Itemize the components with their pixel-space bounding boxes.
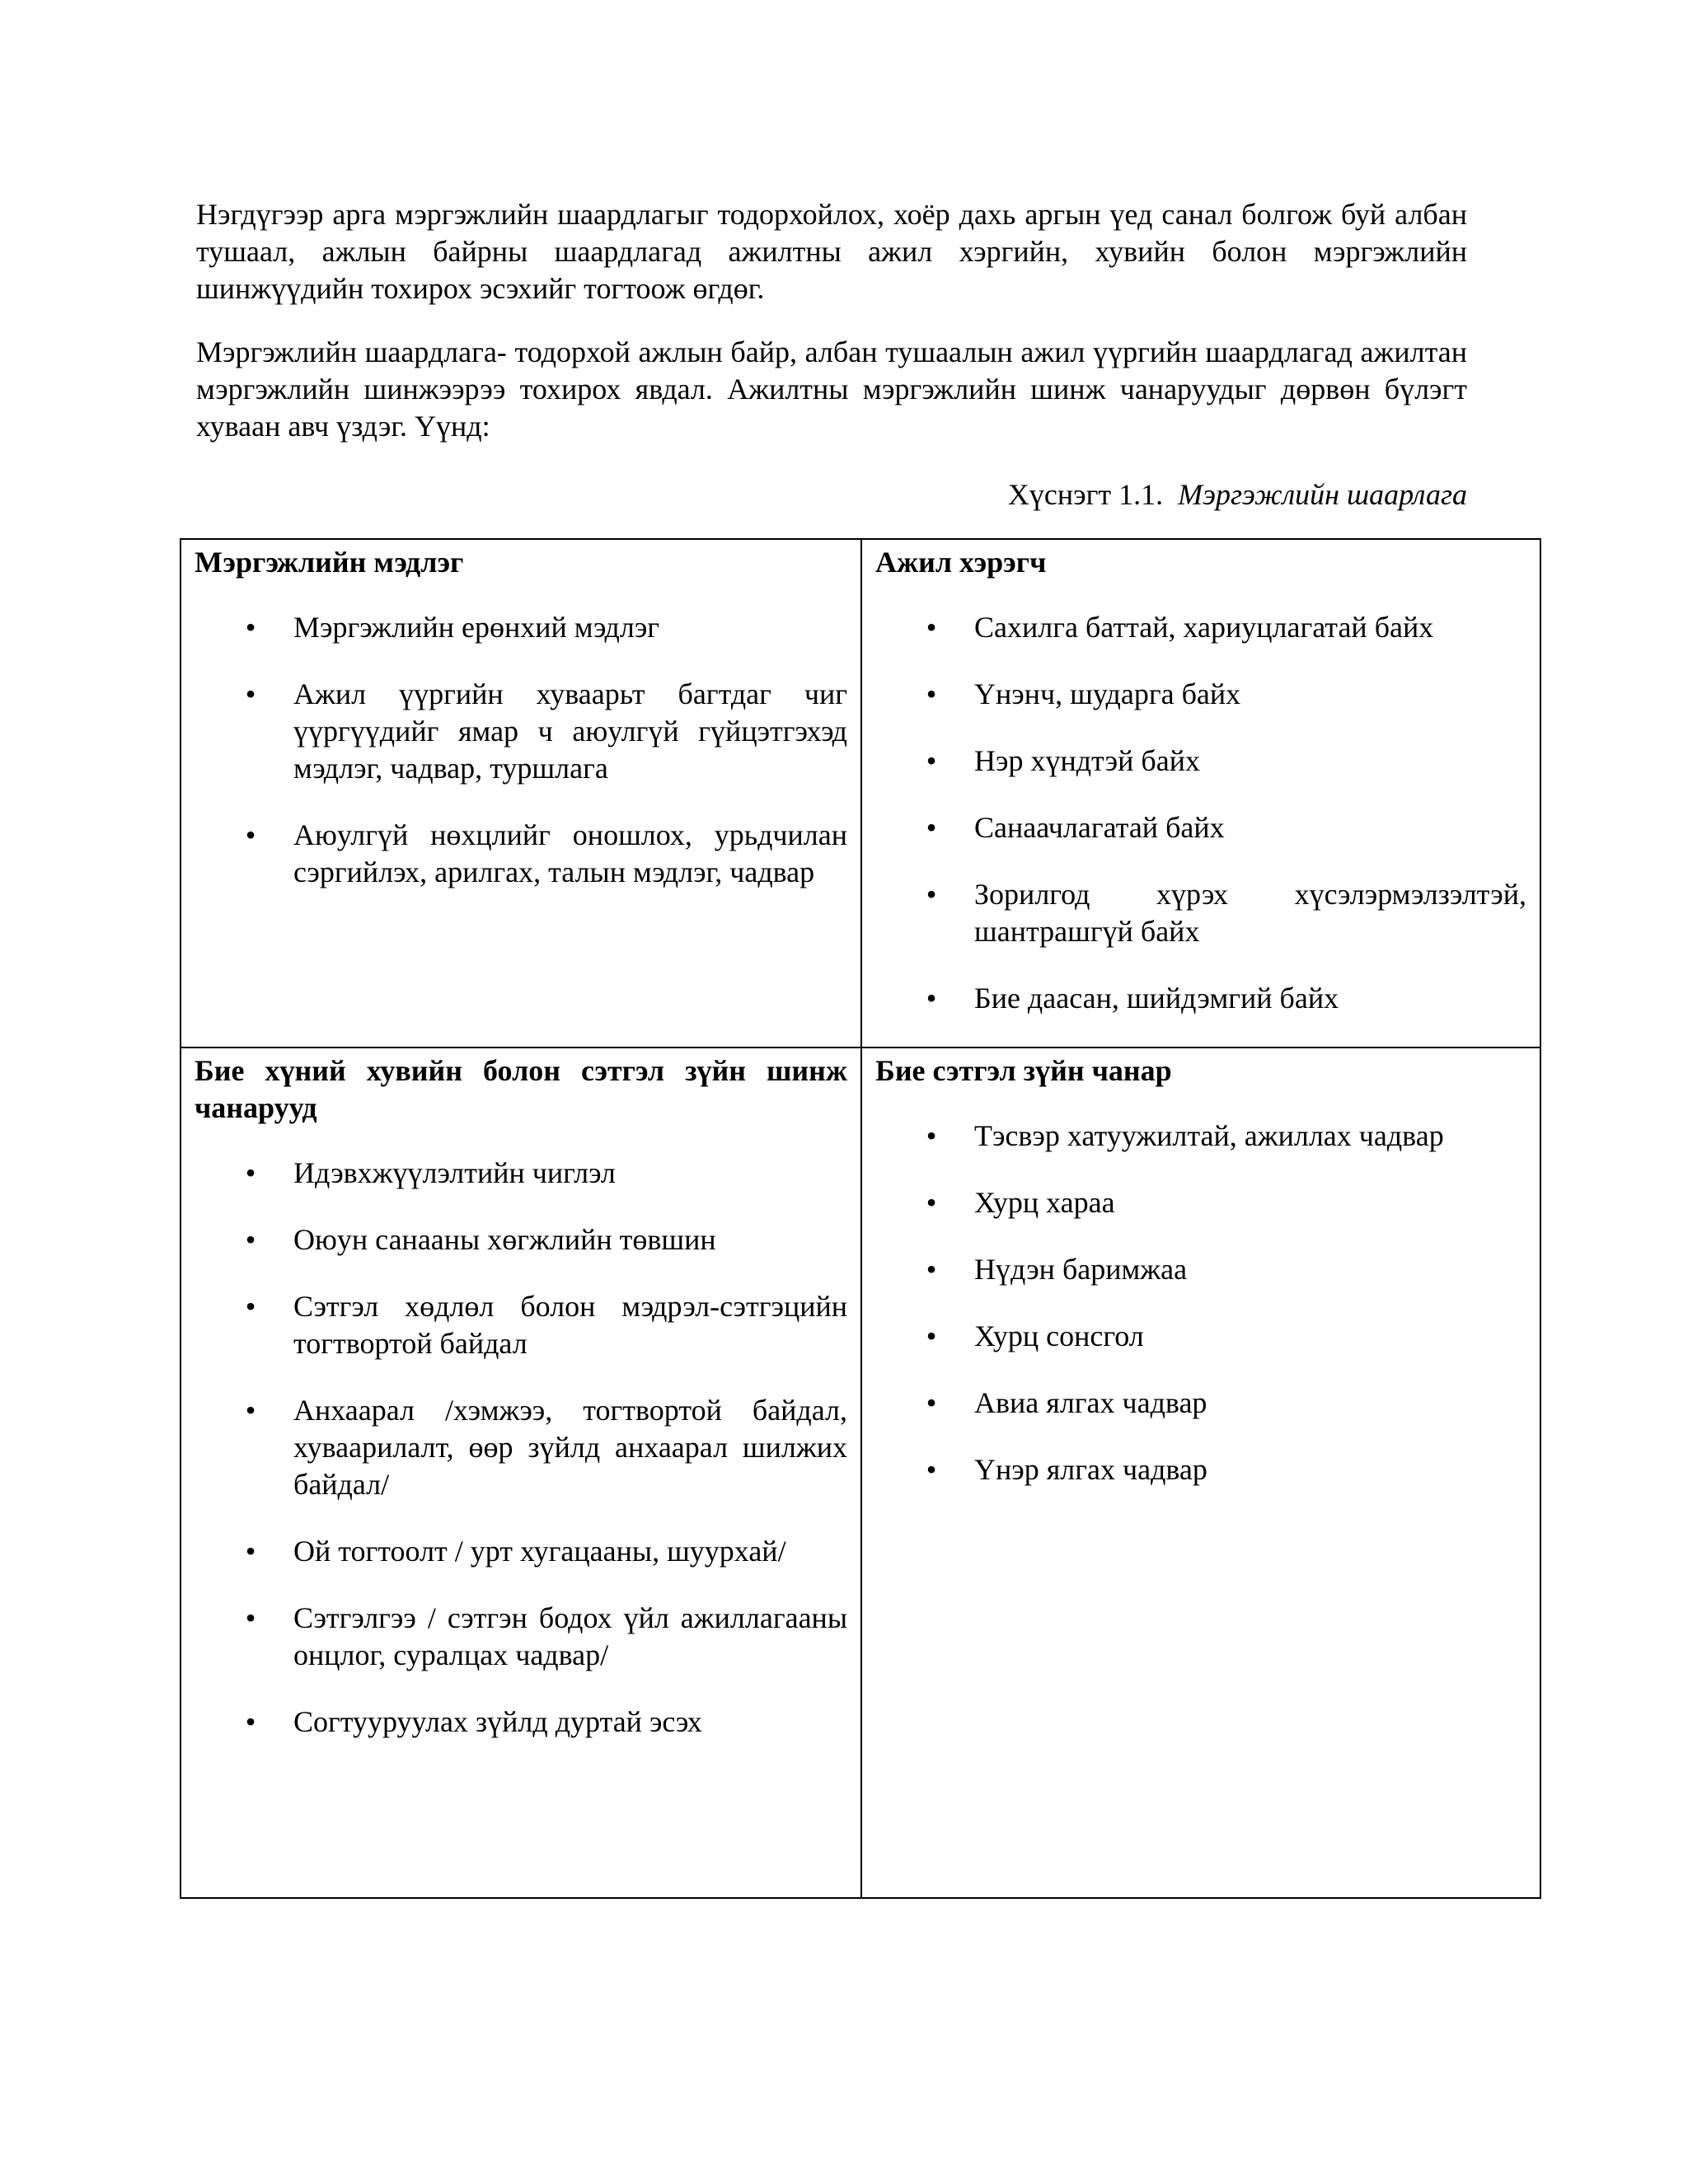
list-item: [875, 1318, 1526, 1355]
bullet-icon: •: [926, 811, 937, 844]
bullet-icon: •: [926, 982, 937, 1015]
intro-paragraph-2: Мэргэжлийн шаардлага- тодорхой ажлын байр, албан тушаалын ажил үүргийн шаардлагад ажилтан мэргэжлийн шинжээрээ тохирох явдал. Ажилтны мэргэжлийн шинж чанаруудыг дөрвөн бүлэгт хуваан авч үздэг. Үүнд:: [196, 335, 1467, 443]
list-item-text: Нэр хүндтэй байх: [974, 744, 1200, 777]
list-item: [875, 980, 1526, 1017]
list-item-text: Хурц сонсгол: [974, 1319, 1144, 1352]
list-item-text: Мэргэжлийн ерөнхий мэдлэг: [293, 611, 660, 644]
bullet-icon: •: [926, 744, 937, 777]
list-item-text: Үнэр ялгах чадвар: [974, 1453, 1207, 1486]
list-item-text: Ажил үүргийн хуваарьт багтдаг чиг үүргүүдийг ямар ч аюулгүй гүйцэтгэхэд мэдлэг, чадвар, туршлага: [293, 677, 848, 785]
list-item: [875, 1251, 1526, 1288]
list-item-text: Авиа ялгах чадвар: [974, 1386, 1207, 1419]
cell-heading: Мэргэжлийн мэдлэг: [195, 546, 464, 579]
list-item: [875, 1451, 1526, 1488]
table-cell: [181, 539, 861, 1047]
list-item-text: Оюун санааны хөгжлийн төвшин: [293, 1223, 716, 1256]
bullet-icon: •: [926, 1453, 937, 1486]
list-item: [875, 676, 1526, 713]
list-item: [195, 1392, 847, 1503]
list-item-text: Ой тогтоолт / урт хугацааны, шуурхай/: [293, 1535, 786, 1568]
table-caption: [196, 476, 1467, 513]
bullet-icon: •: [926, 1319, 937, 1352]
list-item: [875, 609, 1526, 646]
list-item: [195, 609, 847, 646]
bullet-icon: •: [245, 677, 256, 710]
list-item: [195, 1221, 847, 1258]
list-item: [875, 1118, 1526, 1155]
bullet-list: [875, 609, 1526, 1017]
list-item: [195, 1600, 847, 1674]
bullet-icon: •: [926, 677, 937, 710]
list-item: [195, 676, 847, 787]
bullet-icon: •: [926, 1386, 937, 1419]
table-cell: [181, 1047, 861, 1898]
list-item: [875, 743, 1526, 780]
list-item-text: Аюулгүй нөхцлийг оношлох, урьдчилан сэргийлэх, арилгах, талын мэдлэг, чадвар: [293, 818, 848, 888]
bullet-icon: •: [245, 611, 256, 644]
list-item-text: Бие даасан, шийдэмгий байх: [974, 982, 1339, 1015]
list-item: [875, 809, 1526, 846]
list-item: [195, 1704, 847, 1741]
list-item: [195, 1533, 847, 1570]
requirements-table: [180, 538, 1541, 1899]
list-item: [195, 1288, 847, 1362]
list-item-text: Тэсвэр хатуужилтай, ажиллах чадвар: [974, 1119, 1444, 1152]
bullet-list: [195, 1155, 847, 1741]
list-item-text: Зорилгод хүрэх хүсэлэрмэлзэлтэй, шантрашгүй байх: [974, 878, 1526, 948]
list-item-text: Анхаарал /хэмжээ, тогтвортой байдал, хуваарилалт, өөр зүйлд анхаарал шилжих байдал/: [293, 1394, 848, 1501]
list-item-text: Согтууруулах зүйлд дуртай эсэх: [293, 1705, 702, 1738]
bullet-icon: •: [245, 1223, 256, 1256]
table-caption-number: Хүснэгт 1.1.: [1007, 478, 1164, 511]
list-item-text: Сэтгэл хөдлөл болон мэдрэл-сэтгэцийн тогтвортой байдал: [293, 1290, 848, 1360]
list-item: [875, 1184, 1526, 1221]
bullet-icon: •: [245, 818, 256, 851]
bullet-icon: •: [245, 1705, 256, 1738]
table-row: [181, 1047, 1540, 1898]
table-cell: [861, 539, 1540, 1047]
cell-heading: Бие хүний хувийн болон сэтгэл зүйн шинж чанарууд: [195, 1054, 848, 1124]
bullet-icon: •: [926, 1186, 937, 1219]
bullet-list: [875, 1118, 1526, 1488]
bullet-icon: •: [926, 1119, 937, 1152]
list-item-text: Сэтгэлгээ / сэтгэн бодох үйл ажиллагааны онцлог, суралцах чадвар/: [293, 1601, 848, 1671]
list-item: [875, 1385, 1526, 1422]
cell-heading: Бие сэтгэл зүйн чанар: [875, 1054, 1172, 1087]
bullet-icon: •: [245, 1156, 256, 1189]
list-item-text: Хурц хараа: [974, 1186, 1115, 1219]
list-item-text: Нүдэн баримжаа: [974, 1253, 1188, 1286]
list-item: [875, 876, 1526, 950]
bullet-icon: •: [926, 1253, 937, 1286]
bullet-icon: •: [926, 611, 937, 644]
list-item-text: Сахилга баттай, хариуцлагатай байх: [974, 611, 1434, 644]
bullet-icon: •: [245, 1394, 256, 1427]
list-item-text: Санаачлагатай байх: [974, 811, 1225, 844]
list-item-text: Үнэнч, шударга байх: [974, 677, 1241, 710]
bullet-icon: •: [245, 1601, 256, 1634]
table-row: [181, 539, 1540, 1047]
bullet-icon: •: [245, 1290, 256, 1323]
bullet-icon: •: [926, 878, 937, 911]
bullet-icon: •: [245, 1535, 256, 1568]
list-item: [195, 1155, 847, 1192]
list-item: [195, 817, 847, 891]
intro-paragraph-1: Нэгдүгээр арга мэргэжлийн шаардлагыг тодорхойлох, хоёр дахь аргын үед санал болгож буй албан тушаал, ажлын байрны шаардлагад ажилтны ажил хэргийн, хувийн болон мэргэжлийн шинжүүдийн тохирох эсэхийг тогтоож өгдөг.: [196, 198, 1467, 305]
bullet-list: [195, 609, 847, 891]
list-item-text: Идэвхжүүлэлтийн чиглэл: [293, 1156, 616, 1189]
table-cell: [861, 1047, 1540, 1898]
table-caption-title: Мэргэжлийн шаарлага: [1178, 478, 1467, 511]
cell-heading: Ажил хэрэгч: [875, 546, 1047, 579]
